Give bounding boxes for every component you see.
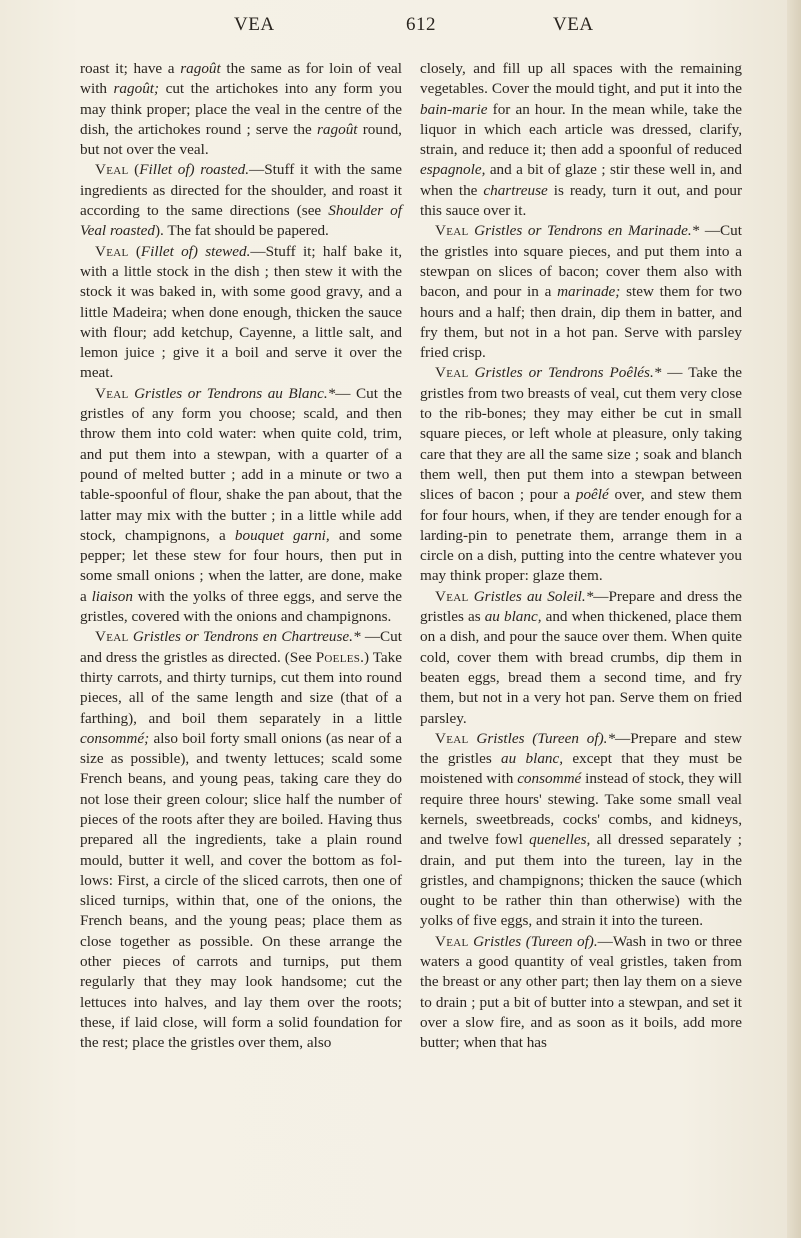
left-column: [80, 59, 402, 1054]
text-run: (: [128, 161, 140, 179]
text-run: and when thickened, place them on a dish, and pour the sauce over them. When quite cold, cover them with bread crumbs, dip them in beaten eggs, bread them a second time, and fry them, but not in a very hot pan. Serve them on fried parsley.: [420, 608, 742, 727]
italic-text: quenelles,: [529, 831, 591, 849]
paragraph: [80, 384, 402, 628]
text-run: and a bit of glaze ; stir these well in, and when the: [420, 161, 742, 199]
text-run: also boil forty small onions (as near of a size as possible), and twenty lettuces; scald some French beans, and young peas, taking care they do not lose their green colour; slice half the number of pieces of the roots after they are boiled. Having thus prepared all the ingredients, take a plain round mould, butter it well, and cover the bottom as follows: First, a circle of the sliced carrots, then one of sliced turnips, within that, one of the onions, the French beans, and the young peas; place them as close together as possible. On these arrange the other pieces of carrots and turnips, put them regularly that they may look handsome; cut the lettuces into halves, and lay them over the roots; these, if laid close, will form a solid foundation for the rest; place the gristles over them, also: [80, 729, 402, 1052]
italic-text: Gristles or Tendrons au Blanc.*: [134, 384, 336, 402]
entry-keyword: Veal: [435, 364, 469, 382]
text-run: —Prepare and stew the gristles: [420, 729, 742, 768]
right-column: [420, 59, 742, 1054]
italic-text: poêlé: [575, 486, 609, 504]
text-run: —Cut and dress the gristles as directed. (See: [80, 628, 402, 666]
page-edge: [787, 0, 801, 1238]
paragraph: [420, 587, 742, 729]
italic-text: ragoût;: [113, 80, 160, 98]
entry-keyword: Veal: [435, 587, 469, 605]
header-right-word: VEA: [553, 14, 594, 35]
text-run: round, but not over the veal.: [80, 120, 402, 159]
paragraph: [420, 729, 742, 932]
italic-text: ragoût: [180, 60, 221, 77]
italic-text: Gristles or Tendrons Poêlés.*: [474, 364, 662, 382]
italic-text: bouquet garni,: [234, 526, 330, 544]
paragraph: [420, 363, 742, 586]
entry-keyword: Veal: [435, 932, 469, 950]
italic-text: espagnole,: [420, 161, 486, 179]
text-run: ). The fat should be papered.: [154, 222, 329, 240]
italic-text: Gristles au Soleil.*: [473, 587, 594, 605]
paragraph: [420, 59, 742, 221]
text-run: —Stuff it; half bake it, with a little stock in the dish ; then stew it with the stock it was baked in, with some good gravy, and a little Madeira; when done enough, thicken the sauce with flour; add ketchup, Cayenne, a little salt, and lemon juice ; give it a boil and serve it over the meat.: [80, 242, 402, 382]
text-run: —Stuff it with the same ingredients as directed for the shoulder, and roast it according to the same directions (see: [80, 161, 402, 220]
italic-text: Fillet of) roasted.: [139, 161, 250, 179]
italic-text: Gristles or Tendrons en Chartreuse.*: [132, 628, 361, 646]
text-run: —Cut the gristles into square pieces, and put them into a stewpan on slices of bacon; cover them also with bacon, and pour in a: [420, 222, 742, 301]
entry-keyword: Veal: [95, 242, 129, 260]
entry-keyword: Veal: [435, 222, 469, 240]
text-run: —Wash in two or three waters a good quantity of veal gristles, taken from the breast or any other part; then lay them on a sieve to drain ; put a bit of butter into a stewpan, and set it over a slow fire, and as soon as it boils, add more butter; when that has: [420, 932, 742, 1052]
paragraph: [80, 59, 402, 160]
text-run: over, and stew them for four hours, when, if they are tender enough for a larding-pin to penetrate them, arrange them in a circle on a dish, putting into the centre whatever you may think proper: glaze them.: [420, 486, 742, 585]
italic-text: Gristles (Tureen of).: [473, 932, 598, 950]
running-header: [100, 14, 690, 44]
paragraph: [80, 242, 402, 384]
text-run: is ready, turn it out, and pour this sauce over it.: [420, 181, 743, 220]
header-left-word: VEA: [234, 14, 275, 35]
text-run: — Take the gristles from two breasts of veal, cut them very close to the rib-bones; they may either be cut in small square pieces, or left whole at pleasure, only taking care that they are all the same size ; soak and blanch them well, then put them into a stewpan between slices of bacon ; pour a: [420, 364, 743, 504]
italic-text: Fillet of) stewed.: [140, 242, 251, 260]
italic-text: ragoût: [317, 120, 358, 138]
text-run: with the yolks of three eggs, and serve the gristles, covered with the onions and champignons.: [80, 587, 402, 626]
italic-text: au blanc,: [484, 608, 542, 626]
text-run: the same as for loin of veal with: [80, 60, 403, 98]
text-run: for an hour. In the mean while, take the liquor in which each article was dressed, clarify, strain, and reduce it; then add a spoonful of reduced: [420, 100, 742, 159]
italic-text: chartreuse: [483, 181, 548, 199]
italic-text: Gristles or Tendrons en Marinade.*: [474, 222, 700, 240]
text-run: .) Take thirty carrots, and thirty turnips, cut them into round pieces, all of the same length and size (that of a farthing), and boil them separately in a little: [80, 648, 402, 727]
italic-text: Gristles (Tureen of).*: [476, 729, 616, 747]
italic-text: liaison: [91, 587, 133, 605]
entry-keyword: Veal: [95, 628, 129, 646]
page-number: 612: [406, 14, 436, 35]
text-run: instead of stock, they will require three hours' stewing. Take some small veal kernels, sweetbreads, cocks' combs, and kidneys, and twelve fowl: [420, 770, 742, 849]
paragraph: [420, 932, 742, 1054]
italic-text: au blanc,: [501, 750, 564, 768]
text-run: roast it; have a: [80, 60, 181, 77]
text-run: —Prepare and dress the gristles as: [420, 587, 743, 626]
text-run: closely, and fill up all spaces with the remaining vegetables. Cover the mould tight, and put it into the: [420, 60, 742, 98]
entry-keyword: Veal: [95, 161, 129, 179]
entry-keyword: Poeles: [315, 648, 361, 666]
italic-text: marinade;: [557, 283, 621, 301]
italic-text: bain-marie: [420, 100, 488, 118]
entry-keyword: Veal: [95, 384, 129, 402]
paragraph: [80, 627, 402, 1053]
text-run: except that they must be moistened with: [420, 750, 742, 788]
text-run: and some pepper; let these stew for four hours, then put in some small onions ; when the latter, are done, make a: [80, 526, 402, 605]
text-run: cut the artichokes into any form you may think proper; place the veal in the centre of the dish, the artichokes round ; serve the: [80, 80, 402, 138]
text-run: — Cut the gristles of any form you choose; scald, and then throw them into cold water: when quite cold, trim, and put them into a stewpan, with a quarter of a pound of melted butter ; add in a minute or two a table-spoonful of flour, shake the pan about, that the latter may mix with the butter ; in a little while add stock, champignons, a: [80, 384, 402, 544]
text-run: (: [128, 242, 141, 260]
italic-text: Shoulder of Veal roasted: [80, 202, 402, 240]
paragraph: [80, 160, 402, 241]
paragraph: [420, 221, 742, 363]
text-run: stew them for two hours and a half; then drain, dip them in batter, and fry them, but not in a hot pan. Serve with parsley fried crisp.: [420, 283, 742, 362]
entry-keyword: Veal: [435, 729, 469, 747]
italic-text: consommé;: [80, 729, 150, 747]
italic-text: consommé: [517, 770, 582, 788]
text-run: all dressed separately ; drain, and put them into the tureen, lay in the gristles, and champignons; thicken the sauce (which ought to be rather thin than otherwise) with the yolks of five eggs, and strain it into the tureen.: [420, 831, 742, 930]
